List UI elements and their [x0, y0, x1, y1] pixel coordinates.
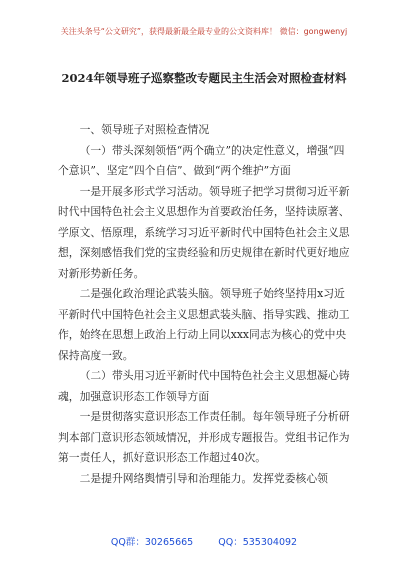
footer-contact [0, 534, 408, 548]
paragraph-3: 一是贯彻落实意识形态工作责任制。每年领导班子分析研判本部门意识形态领域情况，并形成专题报告。党组书记作为第一责任人，抓好意识形态工作超过40次。 [58, 410, 350, 464]
document-body [58, 120, 350, 489]
subsection-heading-1: （一）带头深刻领悟“两个确立”的决定性意义，增强“四个意识”、坚定“四个自信”、做到“两个维护”方面 [58, 143, 345, 177]
header-notice: 关注头条号“公文研究”，获得最新最全最专业的公文资料库！ 微信：gongwenyj [60, 27, 348, 36]
footer-qq-group: QQ群：30265665 [110, 537, 194, 548]
paragraph-4: 二是提升网络舆情引导和治理能力。发挥党委核心领 [79, 471, 328, 485]
section-heading: 一、领导班子对照检查情况 [79, 123, 210, 136]
subsection-heading-2: （二）带头用习近平新时代中国特色社会主义思想凝心铸魂，加强意识形态工作领导方面 [58, 369, 350, 403]
footer-qq: QQ：535304092 [218, 537, 298, 548]
paragraph-2: 二是强化政治理论武装头脑。领导班子始终坚持用x习近平新时代中国特色社会主义思想武装头脑、指导实践、推动工作，始终在思想上政治上行动上同以xxx同志为核心的党中央保持高度一致。 [58, 287, 350, 362]
paragraph-1: 一是开展多形式学习活动。领导班子把学习贯彻习近平新时代中国特色社会主义思想作为首要政治任务，坚持读原著、学原文、悟原理，系统学习习近平新时代中国特色社会主义思想，深刻感悟我们党的宝贵经验和历史规律在新时代更好地应对新形势新任务。 [58, 184, 350, 280]
document-title: 2024年领导班子巡察整改专题民主生活会对照检查材料 [61, 71, 347, 85]
